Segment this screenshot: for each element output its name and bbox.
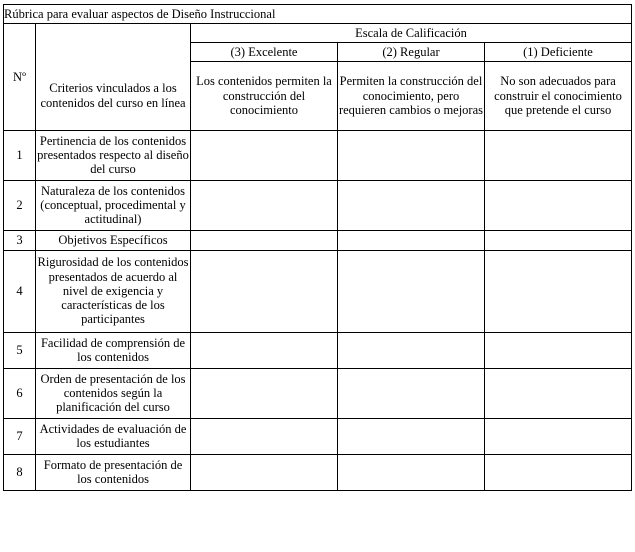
row-number: 8	[4, 454, 36, 490]
row-number: 2	[4, 180, 36, 230]
table-row	[4, 250, 632, 332]
row-criteria: Rigurosidad de los contenidos presentados de acuerdo al nivel de exigencia y características de los participantes	[36, 250, 191, 332]
score-cell-regular[interactable]	[338, 332, 485, 368]
row-criteria: Naturaleza de los contenidos (conceptual, procedimental y actitudinal)	[36, 180, 191, 230]
row-criteria: Facilidad de comprensión de los contenidos	[36, 332, 191, 368]
score-cell-excelente[interactable]	[191, 418, 338, 454]
level-header-regular: (2) Regular	[338, 43, 485, 62]
row-criteria: Actividades de evaluación de los estudiantes	[36, 418, 191, 454]
score-cell-excelente[interactable]	[191, 368, 338, 418]
score-cell-regular[interactable]	[338, 454, 485, 490]
level-header-deficiente: (1) Deficiente	[485, 43, 632, 62]
score-cell-excelente[interactable]	[191, 454, 338, 490]
level-description-excelente: Los contenidos permiten la construcción del conocimiento	[191, 62, 338, 131]
score-cell-regular[interactable]	[338, 418, 485, 454]
table-row-title	[4, 5, 632, 24]
score-cell-regular[interactable]	[338, 180, 485, 230]
row-number: 4	[4, 250, 36, 332]
level-header-excelente: (3) Excelente	[191, 43, 338, 62]
row-criteria: Formato de presentación de los contenidos	[36, 454, 191, 490]
score-cell-excelente[interactable]	[191, 180, 338, 230]
score-cell-excelente[interactable]	[191, 130, 338, 180]
row-number: 5	[4, 332, 36, 368]
score-cell-regular[interactable]	[338, 230, 485, 250]
score-cell-excelente[interactable]	[191, 230, 338, 250]
column-header-criteria: Criterios vinculados a los contenidos del curso en línea	[36, 62, 191, 131]
score-cell-deficiente[interactable]	[485, 130, 632, 180]
row-number: 3	[4, 230, 36, 250]
document-title: Rúbrica para evaluar aspectos de Diseño Instruccional	[4, 5, 632, 24]
row-criteria: Pertinencia de los contenidos presentados respecto al diseño del curso	[36, 130, 191, 180]
score-cell-deficiente[interactable]	[485, 250, 632, 332]
table-row	[4, 332, 632, 368]
table-row	[4, 130, 632, 180]
score-cell-excelente[interactable]	[191, 250, 338, 332]
score-cell-excelente[interactable]	[191, 332, 338, 368]
score-cell-deficiente[interactable]	[485, 180, 632, 230]
row-number: 1	[4, 130, 36, 180]
row-number: 7	[4, 418, 36, 454]
rubric-table	[3, 4, 632, 491]
scale-header: Escala de Calificación	[191, 24, 632, 43]
table-row-scale-header	[4, 24, 632, 43]
row-number: 6	[4, 368, 36, 418]
criteria-header-spacer	[36, 24, 191, 62]
table-row	[4, 230, 632, 250]
score-cell-deficiente[interactable]	[485, 368, 632, 418]
table-row	[4, 418, 632, 454]
level-description-deficiente: No son adecuados para construir el conocimiento que pretende el curso	[485, 62, 632, 131]
column-header-number: Nº	[4, 24, 36, 131]
row-criteria: Orden de presentación de los contenidos según la planificación del curso	[36, 368, 191, 418]
table-row	[4, 454, 632, 490]
table-row-level-descriptions	[4, 62, 632, 131]
score-cell-deficiente[interactable]	[485, 418, 632, 454]
score-cell-deficiente[interactable]	[485, 332, 632, 368]
score-cell-regular[interactable]	[338, 250, 485, 332]
score-cell-regular[interactable]	[338, 130, 485, 180]
table-row	[4, 180, 632, 230]
score-cell-deficiente[interactable]	[485, 454, 632, 490]
level-description-regular: Permiten la construcción del conocimiento, pero requieren cambios o mejoras	[338, 62, 485, 131]
row-criteria: Objetivos Específicos	[36, 230, 191, 250]
table-row	[4, 368, 632, 418]
score-cell-deficiente[interactable]	[485, 230, 632, 250]
score-cell-regular[interactable]	[338, 368, 485, 418]
